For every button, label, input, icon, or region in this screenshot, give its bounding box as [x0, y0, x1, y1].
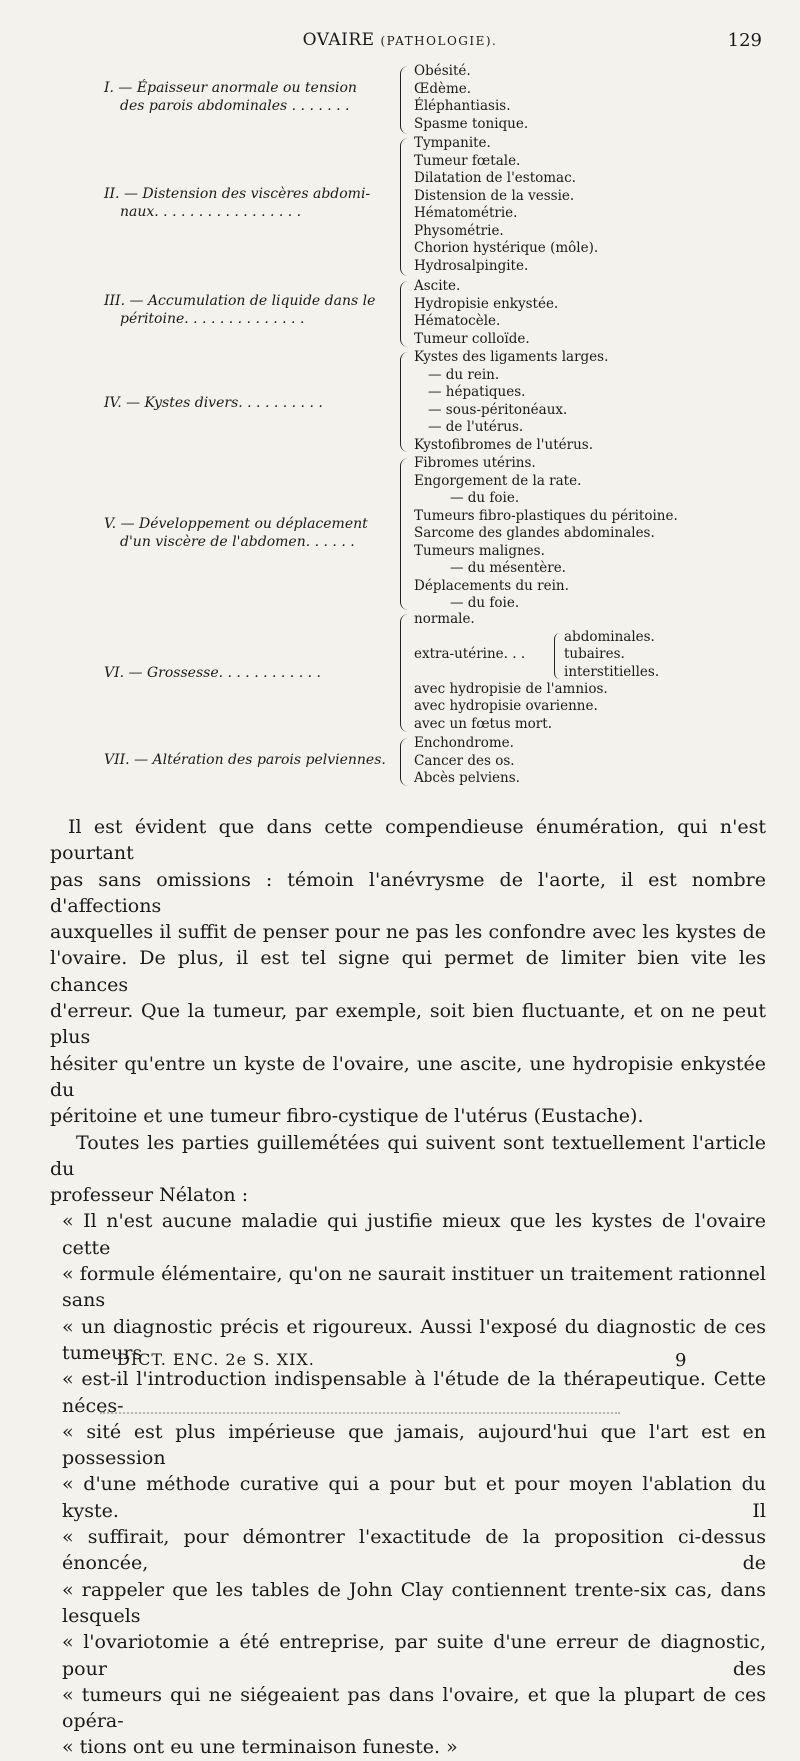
group-label-line: II. — Distension des viscères abdomi- — [104, 186, 371, 202]
brace — [400, 352, 411, 452]
page-number: 129 — [727, 30, 762, 51]
group-label — [104, 186, 392, 221]
brace — [400, 138, 411, 276]
text-line: pas sans omissions : témoin l'anévrysme de l'aorte, il est nombre d'affections — [50, 868, 766, 917]
group-items — [414, 735, 520, 788]
list-item: — hépatiques. — [428, 384, 526, 400]
list-item: avec hydropisie de l'amnios. — [414, 680, 608, 697]
text-line: hésiter qu'entre un kyste de l'ovaire, une ascite, une hydropisie enkystée du — [50, 1052, 766, 1101]
group-label — [104, 395, 392, 413]
group-label — [104, 665, 392, 683]
list-item: avec un fœtus mort. — [414, 715, 552, 732]
group-label-line: VI. — Grossesse. . . . . . . . . . . . — [104, 665, 321, 681]
bottom-rule-divider — [100, 1412, 620, 1416]
list-item: Distension de la vessie. — [414, 187, 575, 204]
group-label — [104, 80, 392, 115]
text-line: Toutes les parties guillemétées qui suivent sont textuellement l'article du — [50, 1131, 766, 1180]
list-item: — du mésentère. — [450, 560, 566, 576]
list-item: Chorion hystérique (môle). — [414, 240, 599, 256]
group-label-line: III. — Accumulation de liquide dans le — [104, 293, 376, 309]
list-item: avec hydropisie ovarienne. — [414, 698, 598, 714]
list-item: Hydropisie enkystée. — [414, 295, 559, 312]
quote-paragraph — [50, 1208, 766, 1760]
list-item: Éléphantiasis. — [414, 98, 511, 114]
text-line: « tions ont eu une terminaison funeste. » — [62, 1736, 458, 1759]
list-item: Dilatation de l'estomac. — [414, 170, 576, 186]
group-items — [414, 278, 558, 348]
group-label-line: des parois abdominales . . . . . . . — [120, 97, 350, 114]
group-items — [414, 135, 598, 275]
sub-label: extra-utérine. . . — [414, 645, 526, 662]
brace — [400, 458, 411, 610]
list-item: Œdème. — [414, 80, 472, 97]
list-item: — de l'utérus. — [428, 419, 524, 435]
text-line: « d'une méthode curative qui a pour but et pour moyen l'ablation du kyste. Il — [62, 1473, 766, 1522]
list-item: Hydrosalpingite. — [414, 257, 529, 274]
text-line: péritoine et une tumeur fibro-cystique de l'utérus (Eustache). — [50, 1105, 644, 1128]
list-item: tubaires. — [564, 646, 625, 662]
list-item: Abcès pelviens. — [414, 770, 520, 786]
group-items — [414, 455, 678, 613]
text-line: « sité est plus impérieuse que jamais, aujourd'hui que l'art est en possession — [62, 1420, 766, 1470]
group-label-line: V. — Développement ou déplacement — [104, 516, 368, 532]
group-label — [104, 752, 400, 770]
sub-brace — [554, 633, 562, 679]
list-item: Tumeurs fibro-plastiques du péritoine. — [414, 507, 678, 524]
list-item: Spasme tonique. — [414, 115, 529, 132]
title-text: OVAIRE — [302, 30, 375, 50]
list-item: normale. — [414, 611, 475, 627]
list-item: Cancer des os. — [414, 752, 515, 769]
group-items — [414, 349, 608, 454]
group-items — [414, 611, 660, 733]
text-line: « suffirait, pour démontrer l'exactitude de la proposition ci-dessus énoncée, de — [62, 1526, 766, 1575]
list-item: Engorgement de la rate. — [414, 472, 582, 489]
group-label-line: d'un viscère de l'abdomen. . . . . . — [120, 533, 355, 550]
list-item: abdominales. — [564, 628, 655, 645]
list-item: Hématocèle. — [414, 313, 501, 329]
text-line: « formule élémentaire, qu'on ne saurait instituer un traitement rationnel sans — [62, 1263, 766, 1312]
group-label — [104, 516, 392, 551]
text-line: d'erreur. Que la tumeur, par exemple, soit bien fluctuante, et on ne peut plus — [50, 1000, 766, 1049]
signature-mark: DICT. ENC. 2e S. XIX. — [117, 1350, 315, 1369]
list-item: — du foie. — [450, 595, 520, 611]
group-label-line: I. — Épaisseur anormale ou tension — [104, 80, 357, 96]
group-label — [104, 293, 392, 328]
text-line: « rappeler que les tables de John Clay contiennent trente-six cas, dans lesquels — [62, 1578, 766, 1627]
list-item: interstitielles. — [564, 663, 660, 680]
text-line: « est-il l'introduction indispensable à l'étude de la thérapeutique. Cette néces- — [62, 1368, 766, 1417]
list-item: Kystes des ligaments larges. — [414, 349, 609, 365]
brace — [400, 66, 411, 134]
list-item: — du rein. — [428, 366, 500, 383]
list-item: Tympanite. — [414, 135, 491, 151]
list-item: Tumeurs malignes. — [414, 542, 545, 559]
text-line: « Il n'est aucune maladie qui justifie mieux que les kystes de l'ovaire cette — [62, 1210, 766, 1259]
list-item: — du foie. — [450, 490, 520, 506]
list-item: Sarcome des glandes abdominales. — [414, 525, 655, 541]
running-header — [0, 30, 800, 54]
group-label-line: VII. — Altération des parois pelviennes. — [104, 752, 386, 768]
list-item: — sous-péritonéaux. — [428, 401, 568, 418]
running-title — [0, 30, 800, 50]
paragraph-1 — [50, 814, 766, 1130]
text-line: « un diagnostic précis et rigoureux. Aussi l'exposé du diagnostic de ces tumeurs — [62, 1315, 766, 1364]
brace — [400, 281, 411, 347]
sub-items — [564, 629, 659, 682]
list-item: Déplacements du rein. — [414, 577, 569, 594]
body-text — [50, 814, 766, 1761]
extra-uterine-block — [414, 628, 660, 681]
list-item: Enchondrome. — [414, 735, 514, 751]
text-line: Il est évident que dans cette compendieuse énumération, qui n'est pourtant — [50, 816, 766, 865]
sheet-number: 9 — [675, 1350, 687, 1371]
list-item: Obésité. — [414, 63, 471, 79]
brace — [400, 614, 411, 732]
title-subtitle: (PATHOLOGIE). — [380, 34, 498, 48]
list-item: Fibromes utérins. — [414, 455, 536, 471]
list-item: Ascite. — [414, 278, 461, 294]
group-label-line: péritoine. . . . . . . . . . . . . . — [120, 310, 305, 327]
list-item: Physométrie. — [414, 222, 504, 239]
brace — [400, 738, 411, 786]
paragraph-2 — [50, 1130, 766, 1209]
list-item: Tumeur colloïde. — [414, 330, 530, 347]
list-item: Tumeur fœtale. — [414, 152, 521, 169]
text-line: « tumeurs qui ne siégeaient pas dans l'ovaire, et que la plupart de ces opéra- — [62, 1683, 766, 1733]
group-label-line: IV. — Kystes divers. . . . . . . . . . — [104, 395, 323, 411]
list-item: Hématométrie. — [414, 205, 518, 221]
group-label-line: naux. . . . . . . . . . . . . . . . . — [120, 203, 302, 220]
list-item: Kystofibromes de l'utérus. — [414, 436, 593, 453]
text-line: « l'ovariotomie a été entreprise, par suite d'une erreur de diagnostic, pour des — [62, 1631, 766, 1680]
text-line: auxquelles il suffit de penser pour ne pas les confondre avec les kystes de — [50, 921, 766, 944]
group-items — [414, 63, 528, 133]
text-line: professeur Nélaton : — [50, 1184, 249, 1207]
text-line: l'ovaire. De plus, il est tel signe qui permet de limiter bien vite les chances — [50, 947, 766, 996]
